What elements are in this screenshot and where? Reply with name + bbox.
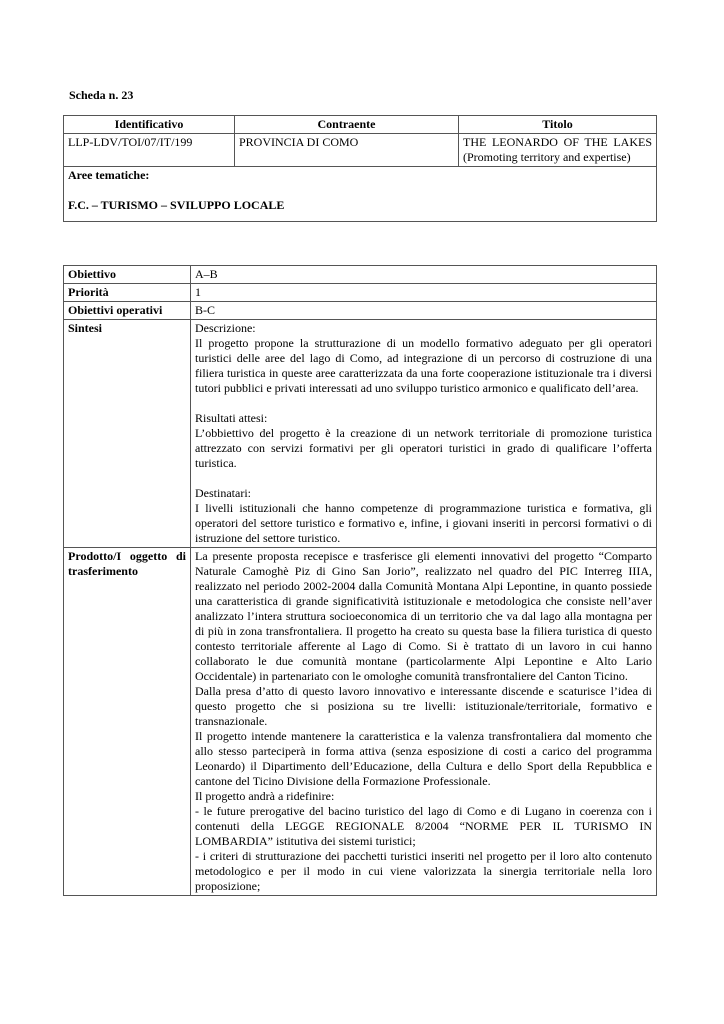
header-row [64, 116, 657, 134]
destinatari-title: Destinatari: [195, 486, 251, 500]
risultati-title: Risultati attesi: [195, 411, 268, 425]
data-row [64, 134, 657, 167]
descrizione-title: Descrizione: [195, 321, 256, 335]
header-titolo: Titolo [459, 116, 657, 134]
cell-titolo: THE LEONARDO OF THE LAKES (Promoting territory and expertise) [459, 134, 657, 167]
row-prodotto [64, 548, 657, 896]
risultati-text: L’obbiettivo del progetto è la creazione di un network territoriale di promozione turistica attrezzato con servizi formativi per gli operatori turistici in grado di qualificare l’offerta turistica. [195, 426, 652, 470]
prodotto-paragraph-2: Dalla presa d’atto di questo lavoro innovativo e interessante discende e scaturisce l’idea di questo progetto che si posiziona su tre livelli: istituzionale/territoriale, formativo e transnazionale. [195, 684, 652, 728]
value-obiettivi-operativi: B-C [191, 302, 657, 320]
value-priorita: 1 [191, 284, 657, 302]
descrizione-text: Il progetto propone la strutturazione di un modello formativo adeguato per gli operatori turistici delle aree del lago di Como, ad integrazione di un percorso di costruzione di una filiera turistica in queste aree caratterizzata da una forte cooperazione istituzionale tra i diversi tutori pubblici e privati interessati ad uno sviluppo turistico armonico e qualificato dell’area. [195, 336, 652, 395]
label-priorita: Priorità [64, 284, 191, 302]
cell-identificativo: LLP-LDV/TOI/07/IT/199 [64, 134, 235, 167]
identification-table [63, 115, 657, 222]
value-sintesi [191, 320, 657, 548]
row-obiettivi-operativi [64, 302, 657, 320]
cell-aree-tematiche [64, 167, 657, 222]
cell-contraente: PROVINCIA DI COMO [235, 134, 459, 167]
aree-value: F.C. – TURISMO – SVILUPPO LOCALE [68, 198, 285, 212]
row-priorita [64, 284, 657, 302]
destinatari-text: I livelli istituzionali che hanno competenze di programmazione turistica e formativa, gli operatori del settore turistico e formativo e, infine, i giovani inseriti in percorsi formativi o di istruzione del settore turistico. [195, 501, 652, 545]
aree-label: Aree tematiche: [68, 168, 150, 182]
label-obiettivi-operativi: Obiettivi operativi [64, 302, 191, 320]
prodotto-bullet-1: - le future prerogative del bacino turistico del lago di Como e di Lugano in coerenza con i contenuti della LEGGE REGIONALE 8/2004 “NORME PER IL TURISMO IN LOMBARDIA” istitutiva dei sistemi turistici; [195, 804, 652, 848]
header-identificativo: Identificativo [64, 116, 235, 134]
value-obiettivo: A–B [191, 266, 657, 284]
prodotto-paragraph-1: La presente proposta recepisce e trasferisce gli elementi innovativi del progetto “Comparto Naturale Camoghè Piz di Gino San Jorio”, realizzato nel quadro del PIC Interreg IIIA, realizzato nel periodo 2002-2004 dalla Comunità Montana Alpi Lepontine, in quanto possiede una caratteristica di grande significatività istituzionale e metodologica che consiste nell’aver analizzato l’intera struttura socioeconomica di un territorio che va dal lago alla montagna per di più in zona transfrontaliera. Il progetto ha creato su questa base la filiera turistica di questo contesto territoriale afferente al Lago di Como. Si è trattato di un lavoro in cui hanno collaborato le due comunità montane (particolarmente Alpi Lepontine e Alto Lario Occidentale) in partenariato con le omologhe comunità transfrontaliere del Canton Ticino. [195, 549, 652, 683]
value-prodotto [191, 548, 657, 896]
aree-row [64, 167, 657, 222]
label-sintesi: Sintesi [64, 320, 191, 548]
prodotto-paragraph-4: Il progetto andrà a ridefinire: [195, 789, 335, 803]
prodotto-bullet-2: - i criteri di strutturazione dei pacchetti turistici inseriti nel progetto per il loro alto contenuto metodologico e per il modo in cui viene valorizzata la sinergia territoriale nella loro proposizione; [195, 849, 652, 893]
label-obiettivo: Obiettivo [64, 266, 191, 284]
prodotto-paragraph-3: Il progetto intende mantenere la caratteristica e la valenza transfrontaliera dal momento che allo stesso parteciperà in forma attiva (senza esposizione di costi a carico del programma Leonardo) il Dipartimento dell’Educazione, della Cultura e dello Sport della Repubblica e cantone del Ticino Divisione della Formazione Professionale. [195, 729, 652, 788]
label-prodotto: Prodotto/I oggetto di trasferimento [64, 548, 191, 896]
header-contraente: Contraente [235, 116, 459, 134]
row-obiettivo [64, 266, 657, 284]
details-table [63, 265, 657, 896]
row-sintesi [64, 320, 657, 548]
scheda-number: Scheda n. 23 [69, 88, 134, 102]
